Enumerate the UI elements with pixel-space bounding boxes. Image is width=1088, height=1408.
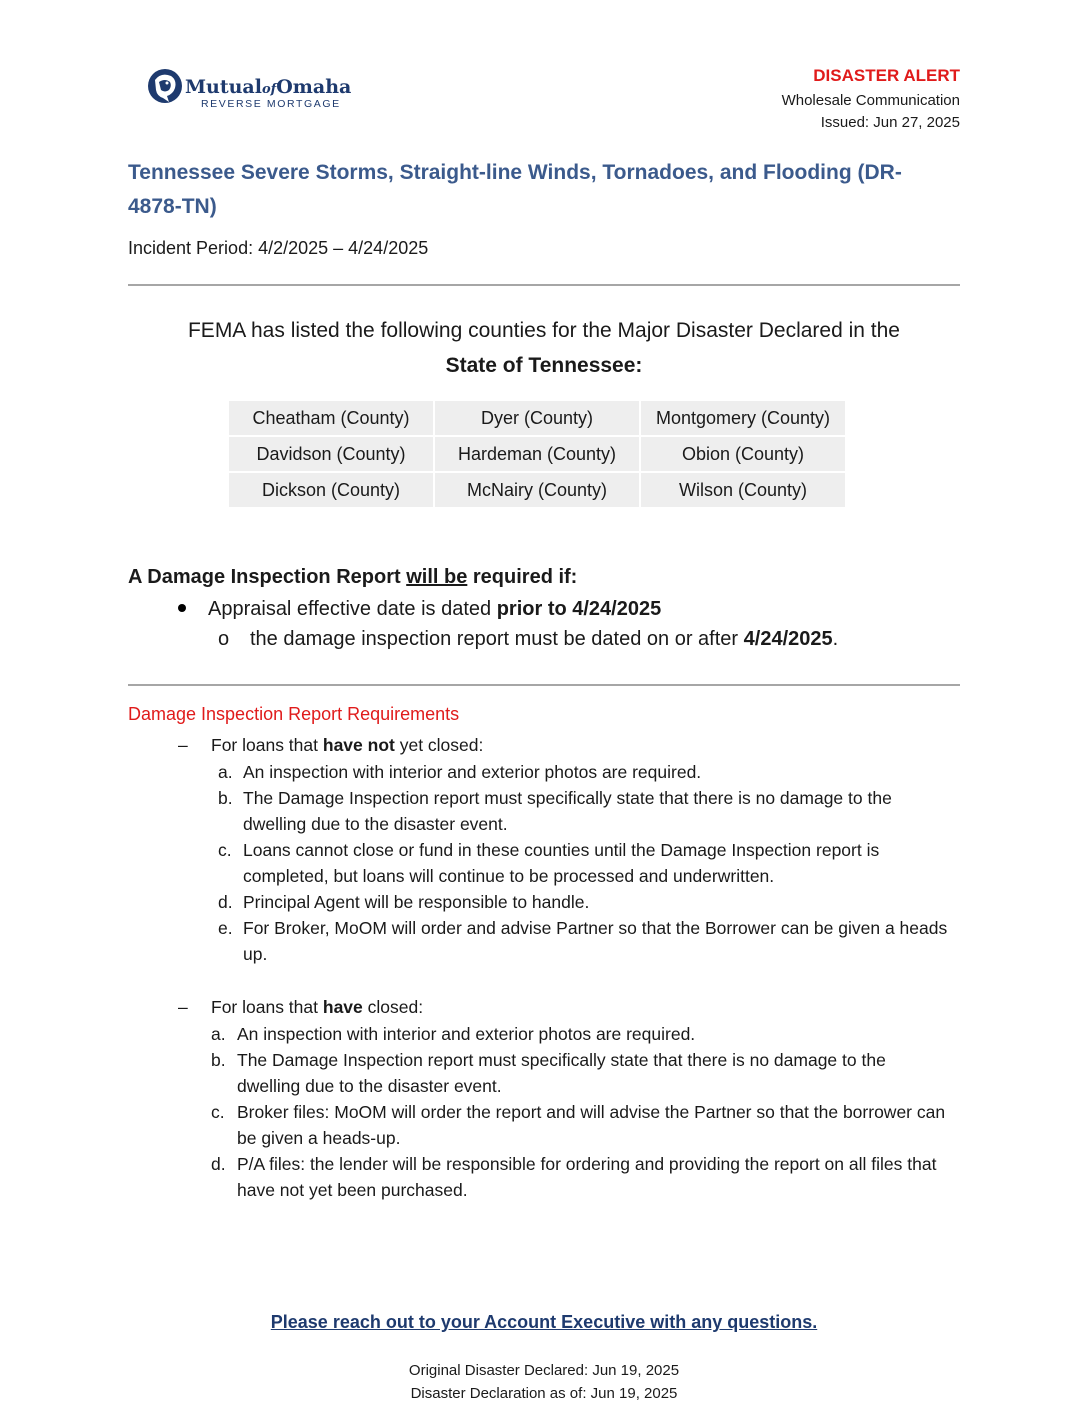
list-item-closed: – For loans that have closed: [178,997,424,1017]
fema-intro: FEMA has listed the following counties for the Major Disaster Declared in the [187,319,900,342]
list-item: d. P/A files: the lender will be responsible for ordering and providing the report on all files that have not yet been purchased. [211,1154,937,1200]
incident-period: Incident Period: 4/2/2025 – 4/24/2025 [128,238,429,258]
county-table [227,399,847,509]
divider [128,284,960,286]
requirements-title: Damage Inspection Report Requirements [128,704,460,724]
table-row [228,472,846,508]
county-cell: Dickson (County) [228,472,434,508]
list-item: a. An inspection with interior and exterior photos are required. [211,1024,696,1044]
list-item: c. Broker files: MoOM will order the report and will advise the Partner so that the borrower can be given a heads-up. [211,1102,946,1148]
county-cell: Wilson (County) [640,472,846,508]
county-cell: Hardeman (County) [434,436,640,472]
logo-subtitle: REVERSE MORTGAGE [201,98,341,110]
communication-type: Wholesale Communication [781,92,960,109]
issued-date: Issued: Jun 27, 2025 [820,114,960,131]
county-cell: Cheatham (County) [228,400,434,436]
state-name: State of Tennessee: [445,354,643,377]
contact-link[interactable]: Please reach out to your Account Executive with any questions. [270,1312,818,1332]
company-logo [147,66,357,116]
document-title: Tennessee Severe Storms, Straight-line Winds, Tornadoes, and Flooding (DR-4878-TN) [128,161,902,218]
original-declared-date: Original Disaster Declared: Jun 19, 2025 [408,1362,680,1379]
county-cell: Montgomery (County) [640,400,846,436]
divider [128,684,960,686]
list-item-not-closed: – For loans that have not yet closed: [178,735,484,755]
list-item: a. An inspection with interior and exterior photos are required. [218,762,702,782]
logo-wordmark: MutualofOmaha [185,76,352,98]
county-cell: Davidson (County) [228,436,434,472]
bullet-icon [178,604,186,612]
table-row [228,400,846,436]
inspection-required-heading: A Damage Inspection Report will be required if: [128,566,578,588]
county-cell: Dyer (County) [434,400,640,436]
sub-bullet-marker: o [218,628,230,650]
lion-head-icon [147,68,183,108]
list-item: d. Principal Agent will be responsible to handle. [218,892,590,912]
table-row [228,436,846,472]
list-item: e. For Broker, MoOM will order and advise Partner so that the Borrower can be given a heads up. [218,918,948,964]
list-item: c. Loans cannot close or fund in these counties until the Damage Inspection report is completed, but loans will continue to be processed and underwritten. [218,840,880,886]
declaration-as-of-date: Disaster Declaration as of: Jun 19, 2025 [410,1385,678,1402]
county-cell: McNairy (County) [434,472,640,508]
list-item: b. The Damage Inspection report must specifically state that there is no damage to the dwelling due to the disaster event. [211,1050,886,1096]
list-item: o the damage inspection report must be dated on or after 4/24/2025. [218,628,839,650]
list-item: b. The Damage Inspection report must specifically state that there is no damage to the dwelling due to the disaster event. [218,788,892,834]
list-item: Appraisal effective date is dated prior to 4/24/2025 [178,598,661,621]
disaster-alert-label: DISASTER ALERT [813,66,960,85]
county-cell: Obion (County) [640,436,846,472]
